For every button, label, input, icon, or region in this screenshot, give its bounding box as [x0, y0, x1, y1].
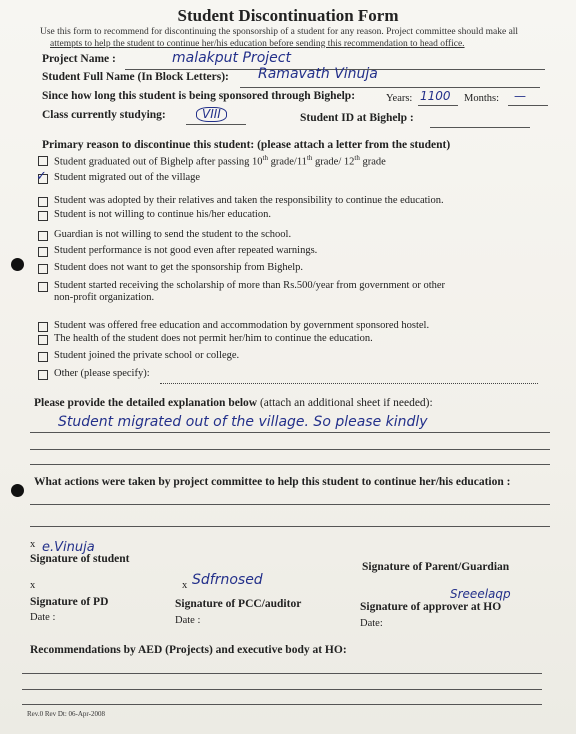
reason-label: Student is not willing to continue his/her education.	[54, 209, 271, 220]
project-name-label: Project Name :	[42, 53, 116, 65]
full-name-value[interactable]: Ramavath Vinuja	[258, 66, 378, 82]
reason-item[interactable]	[38, 154, 386, 168]
reasons-heading: Primary reason to discontinue this student: (please attach a letter from the student)	[42, 139, 451, 151]
months-label: Months:	[464, 93, 500, 104]
approver-signature-label: Signature of approver at HO	[360, 601, 502, 613]
class-line	[186, 124, 246, 125]
checkbox[interactable]	[38, 197, 48, 207]
checkbox[interactable]	[38, 156, 48, 166]
reason-label: Student performance is not good even after repeated warnings.	[54, 245, 318, 256]
reason-item[interactable]	[38, 262, 303, 274]
other-specify-line[interactable]	[160, 383, 538, 384]
reason-label: Student migrated out of the village	[54, 172, 201, 183]
intro-line-2: attempts to help the student to continue her/his education before sending this recommendation to head office.	[50, 39, 465, 49]
reason-item[interactable]	[38, 280, 445, 304]
pcc-date-label: Date :	[175, 615, 201, 626]
checkbox[interactable]	[38, 335, 48, 345]
actions-label: What actions were taken by project committee to help this student to continue her/his education :	[34, 476, 511, 488]
recommendations-line-1[interactable]	[22, 673, 542, 674]
checkbox[interactable]	[38, 264, 48, 274]
reason-label: Student was offered free education and accommodation by government sponsored hostel.	[54, 320, 430, 331]
reason-item[interactable]	[38, 368, 150, 380]
years-value[interactable]: 1100	[420, 89, 451, 103]
project-name-value[interactable]: malakput Project	[172, 50, 291, 66]
student-id-line	[430, 127, 530, 128]
parent-signature-label: Signature of Parent/Guardian	[362, 561, 510, 573]
checkbox[interactable]	[38, 231, 48, 241]
checkbox[interactable]	[38, 282, 48, 292]
reason-item[interactable]	[38, 195, 444, 207]
checkbox-checked[interactable]	[36, 169, 48, 184]
sponsored-label: Since how long this student is being sponsored through Bighelp:	[42, 90, 356, 102]
explanation-line-1	[30, 432, 550, 433]
reason-label: Student joined the private school or college.	[54, 350, 240, 361]
reason-item[interactable]	[38, 209, 271, 221]
reason-item[interactable]	[38, 229, 291, 241]
pcc-signature[interactable]: Sdfrnosed	[192, 572, 263, 588]
months-line	[508, 105, 548, 106]
reason-label: Student does not want to get the sponsorship from Bighelp.	[54, 262, 304, 273]
pcc-signature-label: Signature of PCC/auditor	[175, 598, 302, 610]
revision-footer: Rev.0 Rev Dt: 06-Apr-2008	[27, 710, 105, 718]
checkmark-icon: ✓	[36, 169, 47, 184]
student-signature-label: Signature of student	[30, 553, 130, 565]
explanation-value[interactable]: Student migrated out of the village. So please kindly	[58, 414, 428, 430]
student-signature[interactable]: e.Vinuja	[42, 540, 95, 555]
reason-item[interactable]	[38, 350, 239, 362]
approver-date-label: Date:	[360, 618, 383, 629]
form-title: Student Discontinuation Form	[177, 6, 399, 25]
recommendations-line-3[interactable]	[22, 704, 542, 705]
recommendations-label: Recommendations by AED (Projects) and executive body at HO:	[30, 644, 347, 656]
reason-label: Student was adopted by their relatives and taken the responsibility to continue the education.	[54, 195, 444, 206]
actions-line-1[interactable]	[30, 504, 550, 505]
full-name-line	[240, 87, 540, 88]
months-value[interactable]: —	[514, 89, 526, 103]
explanation-line-2	[30, 449, 550, 450]
pd-date-label: Date :	[30, 612, 56, 623]
checkbox[interactable]	[38, 211, 48, 221]
checkbox[interactable]	[38, 352, 48, 362]
approver-signature[interactable]: Sreeelaqp	[450, 587, 511, 601]
x-mark: x	[182, 580, 188, 591]
explanation-line-3	[30, 464, 550, 465]
x-mark: x	[30, 580, 36, 591]
full-name-label: Student Full Name (In Block Letters):	[42, 71, 229, 83]
years-label: Years:	[386, 93, 413, 104]
reason-label: Student started receiving the scholarship of more than Rs.500/year from government or other non-profit organization.	[54, 280, 446, 303]
punch-hole	[11, 484, 24, 497]
form-intro	[40, 26, 560, 50]
reason-label: Guardian is not willing to send the student to the school.	[54, 229, 292, 240]
reason-item[interactable]	[38, 245, 317, 257]
reason-item[interactable]	[38, 333, 373, 345]
checkbox[interactable]	[38, 322, 48, 332]
actions-line-2[interactable]	[30, 526, 550, 527]
class-value[interactable]: VIII	[196, 107, 227, 122]
reason-label: Student graduated out of Bighelp after passing 10th grade/11th grade/ 12th grade	[54, 154, 386, 168]
x-mark: x	[30, 539, 36, 550]
intro-line-1: Use this form to recommend for discontinuing the sponsorship of a student for any reason. Project committee should make all	[40, 27, 519, 37]
reason-item[interactable]	[36, 169, 201, 184]
reason-item[interactable]	[38, 320, 429, 332]
pd-signature-label: Signature of PD	[30, 596, 109, 608]
punch-hole	[11, 258, 24, 271]
reason-label: The health of the student does not permit her/him to continue the education.	[54, 333, 373, 344]
class-label: Class currently studying:	[42, 109, 166, 121]
recommendations-line-2[interactable]	[22, 689, 542, 690]
reason-label: Other (please specify):	[54, 368, 150, 379]
student-id-label: Student ID at Bighelp :	[300, 112, 414, 124]
checkbox[interactable]	[38, 247, 48, 257]
years-line	[418, 105, 458, 106]
checkbox[interactable]	[38, 370, 48, 380]
explanation-label: Please provide the detailed explanation below (attach an additional sheet if needed):	[34, 397, 433, 409]
